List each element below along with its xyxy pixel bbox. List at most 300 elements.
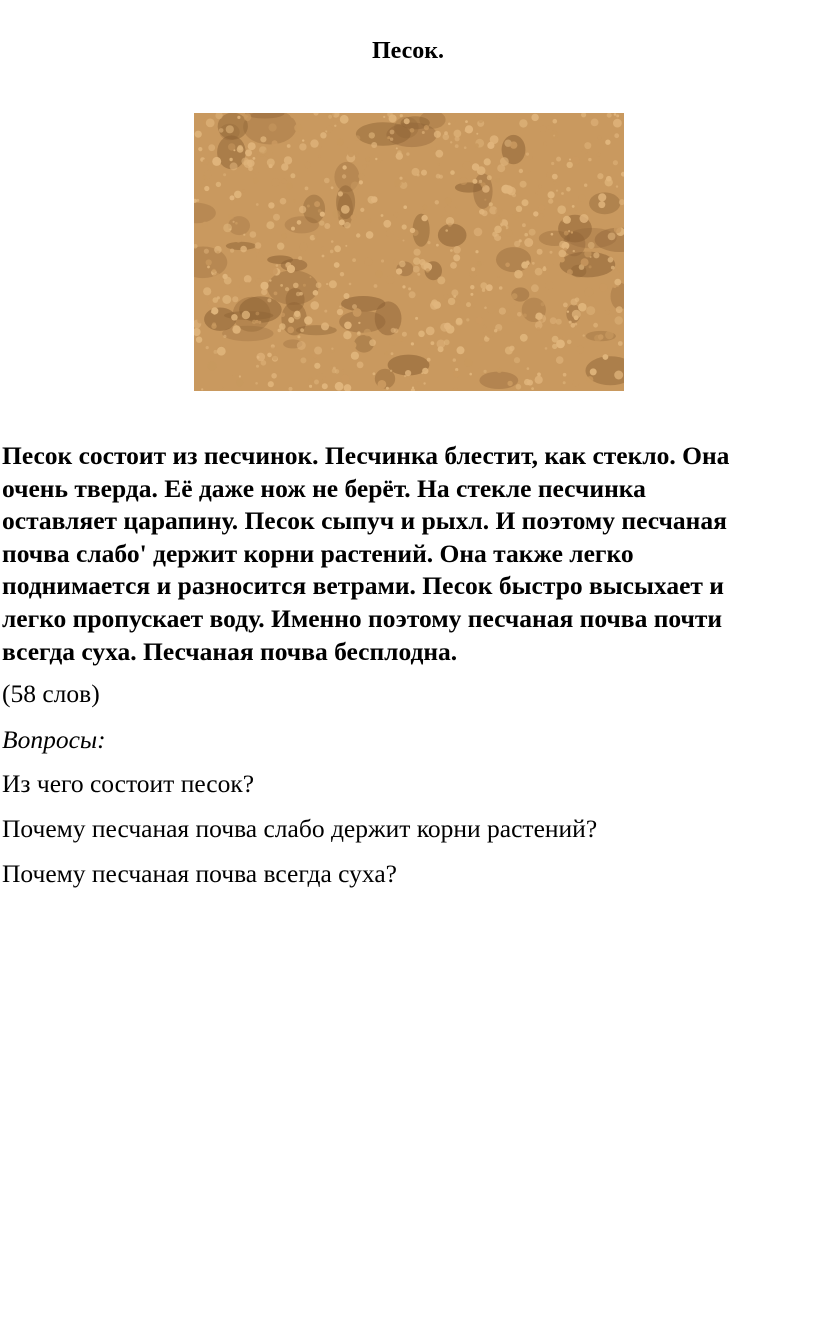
- sand-grain: [526, 153, 529, 156]
- sand-shadow-patch: [438, 224, 467, 247]
- sand-grain: [265, 350, 268, 353]
- sand-grain: [431, 146, 437, 152]
- sand-grain: [324, 178, 330, 184]
- sand-grain: [378, 380, 387, 389]
- sand-grain: [564, 248, 568, 252]
- sand-grain: [598, 193, 606, 201]
- sand-grain: [578, 194, 586, 202]
- sand-grain: [319, 138, 322, 141]
- sand-grain: [431, 341, 435, 345]
- sand-grain: [255, 320, 258, 323]
- sand-grain: [366, 164, 369, 167]
- sand-grain: [484, 370, 487, 373]
- sand-grain: [375, 270, 382, 277]
- sand-grain: [572, 156, 580, 164]
- sand-grain: [484, 199, 486, 201]
- sand-grain: [563, 381, 566, 384]
- sand-grain: [253, 157, 256, 160]
- sand-grain: [318, 209, 322, 213]
- sand-grain: [280, 198, 287, 205]
- sand-grain: [469, 373, 472, 376]
- sand-grain: [572, 380, 579, 387]
- sand-grain: [272, 140, 278, 146]
- sand-grain: [320, 132, 326, 138]
- sand-grain: [307, 205, 310, 208]
- sand-grain: [332, 368, 337, 373]
- sand-grain: [331, 186, 334, 189]
- sand-grain: [552, 257, 561, 266]
- sand-grain: [502, 226, 507, 231]
- sand-grain: [333, 210, 341, 218]
- sand-grain: [310, 276, 312, 278]
- sand-grain: [552, 174, 558, 180]
- sand-grain: [477, 166, 486, 175]
- sand-grain: [428, 348, 431, 351]
- main-paragraph: [2, 440, 814, 668]
- sand-grain: [507, 187, 516, 196]
- sand-grain: [557, 205, 566, 214]
- sand-grain: [519, 239, 522, 242]
- paragraph-line: легко пропускает воду. Именно поэтому песчаная почва почти: [2, 603, 723, 633]
- sand-grain: [499, 233, 503, 237]
- sand-grain: [605, 178, 613, 186]
- sand-grain: [553, 119, 558, 124]
- sand-grain: [415, 317, 418, 320]
- sand-grain: [550, 251, 553, 254]
- sand-grain: [513, 213, 519, 219]
- sand-grain: [293, 283, 299, 289]
- sand-grain: [516, 384, 522, 390]
- sand-grain: [334, 125, 336, 127]
- sand-grain: [310, 301, 319, 310]
- sand-grain: [322, 255, 325, 258]
- sand-grain: [413, 266, 420, 273]
- sand-grain: [330, 366, 333, 369]
- sand-grain: [556, 356, 564, 364]
- sand-grain: [342, 369, 344, 371]
- sand-grain: [453, 358, 456, 361]
- sand-grain: [539, 205, 545, 211]
- sand-grain: [384, 351, 388, 355]
- sand-grain: [302, 139, 304, 141]
- sand-grain: [342, 165, 346, 169]
- sand-grain: [540, 125, 547, 132]
- sand-grain: [411, 342, 414, 345]
- sand-grain: [455, 144, 459, 148]
- sand-grain: [386, 387, 389, 390]
- sand-grain: [331, 348, 333, 350]
- sand-grain: [453, 371, 460, 378]
- sand-grain: [386, 230, 393, 237]
- sand-grain: [365, 157, 370, 162]
- sand-grain: [543, 266, 546, 269]
- sand-grain: [234, 191, 242, 199]
- sand-grain: [422, 368, 428, 374]
- sand-grain: [464, 146, 467, 149]
- sand-grain: [551, 162, 554, 165]
- sand-grain: [196, 199, 199, 202]
- sand-grain: [520, 334, 528, 342]
- sand-grain: [198, 147, 202, 151]
- sand-grain: [404, 118, 410, 124]
- sand-grain: [559, 241, 566, 248]
- sand-grain: [285, 287, 289, 291]
- sand-grain: [255, 242, 262, 249]
- sand-grain: [206, 259, 212, 265]
- sand-grain: [293, 312, 301, 320]
- sand-grain: [245, 282, 250, 287]
- sand-grain: [569, 159, 571, 161]
- sand-grain: [296, 292, 301, 297]
- sand-grain: [216, 182, 221, 187]
- sand-grain: [245, 149, 252, 156]
- sand-grain: [269, 279, 271, 281]
- sand-grain: [238, 285, 240, 287]
- sand-grain: [276, 264, 279, 267]
- sand-grain: [567, 162, 573, 168]
- sand-grain: [356, 233, 360, 237]
- sand-grain: [465, 125, 473, 133]
- sand-grain: [556, 319, 562, 325]
- sand-grain: [423, 382, 425, 384]
- sand-grain: [453, 246, 461, 254]
- sand-grain: [543, 142, 547, 146]
- paragraph-line: почва слабо' держит корни растений. Она также легко: [2, 538, 634, 568]
- sand-grain: [445, 206, 451, 212]
- sand-grain: [261, 289, 267, 295]
- sand-grain: [482, 210, 488, 216]
- sand-grain: [267, 159, 275, 167]
- sand-grain: [572, 310, 581, 319]
- sand-grain: [236, 379, 243, 386]
- sand-grain: [450, 262, 457, 269]
- sand-grain: [463, 161, 472, 170]
- sand-grain: [450, 249, 453, 252]
- sand-grain: [313, 290, 319, 296]
- questions-heading: Вопросы:: [2, 725, 106, 754]
- sand-grain: [326, 126, 333, 133]
- sand-grain: [334, 245, 341, 252]
- sand-grain: [616, 114, 619, 117]
- sand-grain: [514, 357, 520, 363]
- sand-grain: [448, 123, 451, 126]
- sand-shadow-patch: [204, 308, 236, 331]
- sand-grain: [499, 286, 503, 290]
- sand-grain: [597, 173, 603, 179]
- sand-grain: [514, 270, 523, 279]
- sand-grain: [616, 306, 623, 313]
- sand-grain: [206, 346, 209, 349]
- sand-grain: [282, 179, 287, 184]
- sand-grain: [324, 319, 327, 322]
- sand-grain: [281, 313, 285, 317]
- sand-grain: [584, 288, 593, 297]
- sand-grain: [568, 230, 570, 232]
- sand-grain: [541, 302, 545, 306]
- sand-grain: [516, 206, 522, 212]
- sand-grain: [506, 230, 513, 237]
- sand-grain: [256, 312, 260, 316]
- sand-grain: [235, 222, 238, 225]
- sand-grain: [341, 205, 350, 214]
- sand-grain: [297, 341, 306, 350]
- sand-grain: [529, 229, 536, 236]
- sand-grain: [613, 160, 618, 165]
- sand-grain: [614, 133, 619, 138]
- sand-grain: [426, 327, 435, 336]
- sand-grain: [614, 279, 621, 286]
- sand-grain: [196, 337, 202, 343]
- sand-grain: [390, 138, 393, 141]
- sand-grain: [340, 115, 349, 124]
- sand-grain: [418, 331, 425, 338]
- sand-grain: [538, 185, 542, 189]
- sand-grain: [500, 157, 509, 166]
- sand-grain: [589, 265, 592, 268]
- sand-grain: [280, 284, 283, 287]
- sand-grain: [212, 269, 216, 273]
- sand-grain: [497, 276, 499, 278]
- sand-grain: [383, 116, 385, 118]
- sand-grain: [497, 368, 502, 373]
- sand-grain: [481, 182, 486, 187]
- sand-grain: [202, 222, 208, 228]
- sand-grain: [605, 310, 610, 315]
- sand-grain: [419, 259, 425, 265]
- question-3: Почему песчаная почва всегда суха?: [2, 859, 397, 888]
- sand-grain: [561, 192, 564, 195]
- sand-grain: [248, 142, 256, 150]
- sand-grain: [242, 311, 250, 319]
- sand-grain: [550, 317, 557, 324]
- sand-shadow-patch: [479, 372, 518, 389]
- sand-grain: [355, 135, 361, 141]
- sand-grain: [489, 202, 493, 206]
- sand-grain: [230, 162, 238, 170]
- sand-grain: [548, 191, 555, 198]
- sand-grain: [528, 155, 533, 160]
- sand-grain: [454, 130, 462, 138]
- sand-grain: [412, 168, 420, 176]
- sand-grain: [267, 298, 271, 302]
- sand-grain: [321, 322, 329, 330]
- sand-grain: [417, 273, 420, 276]
- sand-grain: [456, 318, 463, 325]
- sand-grain: [239, 375, 241, 377]
- sand-grain: [470, 293, 473, 296]
- sand-grain: [341, 375, 349, 383]
- sand-grain: [476, 317, 483, 324]
- sand-grain: [358, 322, 360, 324]
- sand-grain: [580, 214, 589, 223]
- sand-grain: [213, 297, 219, 303]
- sand-grain: [240, 246, 247, 253]
- sand-grain: [256, 278, 262, 284]
- sand-grain: [496, 178, 500, 182]
- sand-grain: [299, 143, 306, 150]
- sand-grain: [354, 152, 359, 157]
- sand-grain: [417, 381, 421, 385]
- sand-grain: [597, 153, 601, 157]
- sand-grain: [238, 145, 243, 150]
- sand-grain: [394, 212, 399, 217]
- sand-grain: [434, 131, 441, 138]
- sand-grain: [588, 242, 595, 249]
- sand-grain: [288, 317, 294, 323]
- sand-grain: [512, 318, 516, 322]
- sand-grain: [573, 250, 575, 252]
- sand-grain: [330, 250, 334, 254]
- sand-grain: [476, 133, 478, 135]
- sand-grain: [272, 355, 277, 360]
- sand-grain: [566, 187, 571, 192]
- sand-grain: [390, 370, 392, 372]
- sand-grain: [299, 243, 307, 251]
- sand-grain: [387, 136, 390, 139]
- sand-grain: [466, 302, 471, 307]
- sand-grain: [616, 185, 618, 187]
- sand-grain: [605, 140, 610, 145]
- sand-grain: [318, 155, 321, 158]
- sand-grain: [535, 192, 538, 195]
- sand-grain: [300, 357, 306, 363]
- sand-grain: [532, 262, 535, 265]
- sand-grain: [615, 316, 623, 324]
- sand-grain: [357, 332, 361, 336]
- sand-grain: [571, 231, 573, 233]
- sand-grain: [221, 387, 223, 389]
- sand-grain: [523, 314, 527, 318]
- sand-grain: [222, 274, 227, 279]
- sand-grain: [228, 143, 235, 150]
- sand-grain: [524, 238, 533, 247]
- sand-grain: [211, 307, 218, 314]
- sand-grain: [400, 338, 403, 341]
- sand-grain: [342, 307, 344, 309]
- sand-grain: [269, 342, 271, 344]
- sand-grain: [309, 385, 312, 388]
- sand-grain: [598, 334, 604, 340]
- sand-grain: [510, 141, 517, 148]
- sand-grain: [438, 163, 440, 165]
- sand-grain: [421, 215, 427, 221]
- sand-grain: [584, 184, 587, 187]
- sand-grain: [545, 281, 553, 289]
- sand-grain: [494, 329, 497, 332]
- sand-grain: [437, 340, 446, 349]
- sand-grain: [590, 368, 597, 375]
- sand-grain: [437, 276, 445, 284]
- sand-grain: [567, 340, 572, 345]
- sand-grain: [563, 303, 568, 308]
- sand-grain: [470, 285, 474, 289]
- sand-grain: [310, 139, 318, 147]
- sand-grain: [195, 131, 202, 138]
- sand-grain: [436, 244, 439, 247]
- sand-grain: [324, 223, 330, 229]
- sand-grain: [450, 141, 452, 143]
- sand-grain: [578, 303, 587, 312]
- sand-grain: [460, 177, 468, 185]
- sand-grain: [394, 328, 399, 333]
- sand-grain: [494, 226, 502, 234]
- sand-grain: [522, 199, 529, 206]
- sand-grain: [540, 319, 543, 322]
- sand-grain: [545, 347, 548, 350]
- sand-grain: [448, 223, 452, 227]
- sand-grain: [222, 295, 231, 304]
- sand-grain: [593, 252, 599, 258]
- sand-grain: [253, 169, 258, 174]
- sand-grain: [499, 308, 506, 315]
- sand-grain: [206, 119, 215, 128]
- sand-grain: [219, 128, 224, 133]
- sand-grain: [444, 131, 448, 135]
- sand-grain: [260, 136, 266, 142]
- sand-grain: [423, 205, 428, 210]
- sand-grain: [563, 216, 571, 224]
- sand-grain: [339, 219, 345, 225]
- sand-grain: [582, 149, 587, 154]
- sand-grain: [478, 367, 481, 370]
- sand-grain: [304, 316, 312, 324]
- sand-grain: [397, 237, 399, 239]
- sand-grain: [453, 254, 460, 261]
- sand-grain: [281, 233, 286, 238]
- sand-grain: [297, 335, 300, 338]
- sand-grain: [226, 125, 234, 133]
- sand-grain: [472, 179, 477, 184]
- sand-grain: [278, 329, 282, 333]
- sand-grain: [597, 136, 601, 140]
- sand-grain: [569, 321, 572, 324]
- sand-grain: [497, 329, 499, 331]
- sand-grain: [547, 125, 551, 129]
- sand-grain: [203, 287, 211, 295]
- sand-grain: [472, 304, 476, 308]
- sand-grain: [466, 318, 469, 321]
- sand-grain: [475, 143, 479, 147]
- sand-grain: [605, 331, 614, 340]
- sand-grain: [351, 215, 357, 221]
- sand-grain: [479, 342, 483, 346]
- sand-grain: [509, 346, 514, 351]
- sand-grain: [299, 206, 306, 213]
- sand-grain: [197, 318, 202, 323]
- sand-grain: [471, 267, 475, 271]
- sand-grain: [344, 322, 352, 330]
- sand-grain: [527, 380, 533, 386]
- sand-grain: [260, 282, 268, 290]
- sand-grain: [349, 341, 357, 349]
- sand-grain: [425, 268, 429, 272]
- sand-grain: [287, 327, 294, 334]
- paragraph-line: всегда суха. Песчаная почва бесплодна.: [2, 636, 458, 666]
- sand-grain: [319, 146, 322, 149]
- sand-grain: [324, 285, 329, 290]
- sand-grain: [324, 310, 327, 313]
- sand-grain: [507, 381, 512, 386]
- sand-grain: [305, 162, 311, 168]
- sand-grain: [217, 347, 226, 356]
- sand-grain: [490, 135, 499, 144]
- sand-grain: [599, 283, 607, 291]
- sand-grain: [308, 378, 313, 383]
- sand-grain: [375, 158, 377, 160]
- sand-grain: [244, 159, 253, 168]
- sand-grain: [618, 341, 623, 346]
- sand-grain: [608, 257, 614, 263]
